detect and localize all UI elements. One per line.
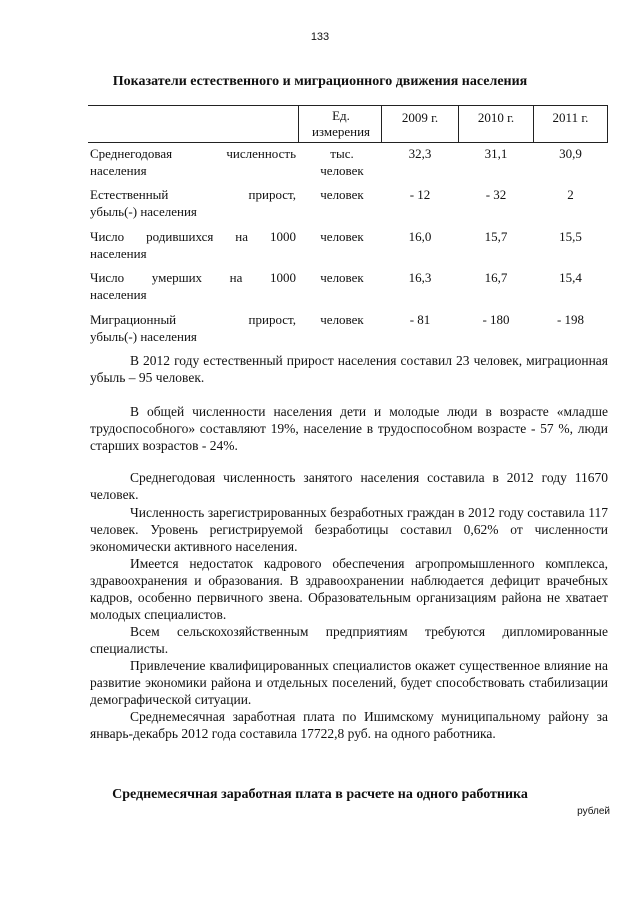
paragraph-text: Привлечение квалифицированных специалистов окажет существенное влияние на развитие экономики района и отдельных поселений, будет способствовать стабилизации демографической ситуации. xyxy=(90,658,608,707)
paragraph-text: Всем сельскохозяйственным предприятиям требуются дипломированные специалисты. xyxy=(90,624,608,656)
row-name-line1: Естественный прирост, xyxy=(90,187,296,202)
row-unit xyxy=(306,145,378,179)
body-paragraph xyxy=(90,403,608,454)
row-name-line2: населения xyxy=(90,287,147,302)
row-name-line1: Число умерших на 1000 xyxy=(90,270,296,285)
body-paragraph xyxy=(90,469,608,503)
row-unit xyxy=(306,269,378,286)
page-number: 133 xyxy=(310,31,330,43)
row-unit-line1: человек xyxy=(320,312,364,327)
row-unit-line1: человек xyxy=(320,229,364,244)
row-value-2011: - 198 xyxy=(556,312,585,327)
row-name-line2: убыль(-) населения xyxy=(90,204,197,219)
row-name-line1: Миграционный прирост, xyxy=(90,312,296,327)
paragraph-text: В общей численности населения дети и молодые люди в возрасте «младше трудоспособного» составляют 19%, население в трудоспособном возрасте - 57 %, люди старших возрастов - 24%. xyxy=(90,404,608,453)
row-name xyxy=(90,145,296,179)
row-name xyxy=(90,269,296,303)
col-divider xyxy=(607,106,608,142)
row-unit-line1: человек xyxy=(320,270,364,285)
table-header-rule xyxy=(88,142,608,143)
table-top-rule xyxy=(88,105,608,106)
header-2010: 2010 г. xyxy=(477,110,515,125)
row-value-2011: 15,5 xyxy=(559,229,582,244)
row-name xyxy=(90,228,296,262)
header-2011: 2011 г. xyxy=(552,110,589,125)
body-paragraph xyxy=(90,352,608,386)
section-title: Среднемесячная заработная плата в расчете на одного работника xyxy=(112,787,528,802)
col-divider xyxy=(298,106,299,142)
row-unit xyxy=(306,311,378,328)
row-unit-line1: тыс. xyxy=(330,146,354,161)
row-name-line2: населения xyxy=(90,246,147,261)
row-unit xyxy=(306,186,378,203)
row-name-line1: Среднегодовая численность xyxy=(90,146,296,161)
row-unit xyxy=(306,228,378,245)
body-paragraph xyxy=(90,504,608,555)
paragraph-text: Среднемесячная заработная плата по Ишимскому муниципальному району за январь-декабрь 2012 года составила 17722,8 руб. на одного работника. xyxy=(90,709,608,741)
row-value-2009: 16,3 xyxy=(408,270,432,285)
body-paragraph xyxy=(90,623,608,657)
row-value-2010: 16,7 xyxy=(484,270,508,285)
paragraph-text: Численность зарегистрированных безработных граждан в 2012 году составила 117 человек. Уровень регистрируемой безработицы составил 0,62% от численности экономически активного населения. xyxy=(90,505,608,554)
body-paragraph xyxy=(90,657,608,708)
row-value-2011: 2 xyxy=(567,187,574,202)
row-value-2010: - 32 xyxy=(485,187,507,202)
row-value-2009: - 81 xyxy=(409,312,431,327)
row-value-2010: - 180 xyxy=(482,312,510,327)
row-value-2009: 32,3 xyxy=(408,146,432,161)
header-2009: 2009 г. xyxy=(401,110,439,125)
body-paragraph xyxy=(90,555,608,623)
row-unit-line1: человек xyxy=(320,187,364,202)
row-name-line2: населения xyxy=(90,163,147,178)
header-unit: Ед. измерения xyxy=(311,108,371,139)
row-value-2011: 15,4 xyxy=(559,270,582,285)
row-value-2010: 15,7 xyxy=(484,229,508,244)
row-value-2009: - 12 xyxy=(409,187,431,202)
body-paragraph xyxy=(90,708,608,742)
paragraph-text: Имеется недостаток кадрового обеспечения агропромышленного комплекса, здравоохранения и образования. В здравоохранении наблюдается дефицит врачебных кадров, особенно первичного звена. Образовательным организациям района не хватает молодых специалистов. xyxy=(90,556,608,622)
unit-note: рублей xyxy=(577,806,610,817)
row-name-line1: Число родившихся на 1000 xyxy=(90,229,296,244)
row-value-2009: 16,0 xyxy=(408,229,432,244)
row-value-2010: 31,1 xyxy=(484,146,508,161)
paragraph-text: В 2012 году естественный прирост населения составил 23 человек, миграционная убыль – 95 человек. xyxy=(90,353,608,385)
row-name xyxy=(90,311,296,345)
row-name xyxy=(90,186,296,220)
row-name-line2: убыль(-) населения xyxy=(90,329,197,344)
table-title: Показатели естественного и миграционного движения населения xyxy=(112,74,528,89)
row-value-2011: 30,9 xyxy=(559,146,582,161)
row-unit-line2: человек xyxy=(320,163,364,178)
paragraph-text: Среднегодовая численность занятого населения составила в 2012 году 11670 человек. xyxy=(90,470,608,502)
